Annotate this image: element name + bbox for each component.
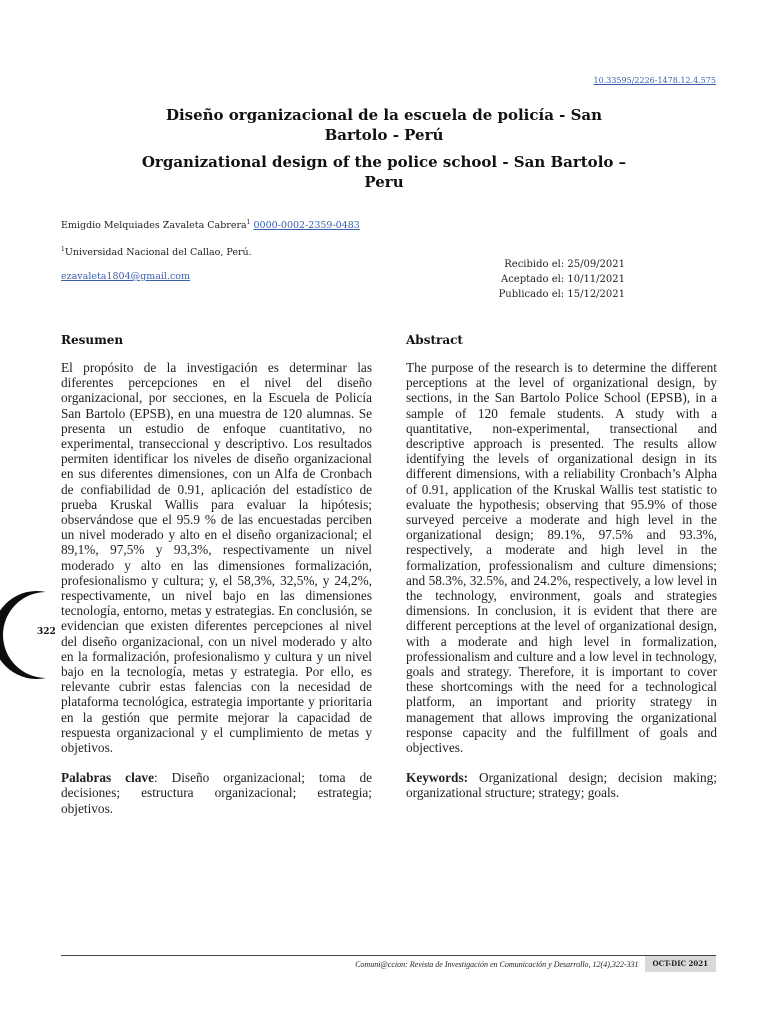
palabras-clave-text: : Diseño organizacional; toma de decisiones; estructura organizacional; estrategia; objetivos.	[61, 770, 372, 816]
affiliation-line	[61, 246, 252, 258]
abstract-heading: Abstract	[406, 333, 463, 347]
footer-journal: Comuni@ccion: Revista de Investigación en Comunicación y Desarrollo, 12(4),322-331	[355, 959, 639, 969]
footer	[355, 956, 716, 972]
author-name: Emigdio Melquiades Zavaleta Cabrera	[61, 220, 247, 232]
title-english: Organizational design of the police school - San Bartolo – Peru	[141, 153, 627, 191]
palabras-clave	[61, 770, 372, 816]
keywords-label: Keywords:	[406, 770, 469, 786]
accepted-date: Aceptado el: 10/11/2021	[500, 274, 625, 285]
affiliation: Universidad Nacional del Callao, Perú.	[64, 247, 252, 259]
received-date: Recibido el: 25/09/2021	[504, 259, 625, 270]
resumen-column	[61, 333, 372, 816]
keywords-text: Organizational design; decision making; organizational structure; strategy; goals.	[406, 770, 717, 801]
resumen-body: El propósito de la investigación es determinar las diferentes percepciones en el nivel del diseño organizacional, por secciones, en la Escuela de Policía San Bartolo (EPSB), en una muestra de 120 alumnas. Se presenta un estudio de enfoque cuantitativo, no experimental, transeccional y descriptivo. Los resultados permiten identificar los niveles de diseño organizacional en sus diferentes dimensiones, con un Alfa de Cronbach de confiabilidad de 0.91, aplicación del estadístico de prueba Kruskal Wallis para evaluar la hipótesis; observándose que el 95.9 % de las encuestadas perciben un nivel moderado y alto en el diseño organizacional; el 89,1%, 97,5% y 93,3%, respectivamente un nivel moderado y alto en las dimensiones formalización, profesionalismo y cultura; y, el 58,3%, 32,5%, y 24,2%, respectivamente, un nivel bajo en las dimensiones tecnología, entorno, metas y estrategias. En conclusión, se evidencian que existen diferentes percepciones al nivel del diseño organizacional, con un nivel moderado y alto en la formalización, profesionalismo y cultura y un nivel bajo en la tecnología, metas y estrategia. Por ello, es relevante cubrir estas falencias con la necesidad de plataforma tecnológica, estrategia importante y prioritaria en la gestión que permite mejorar la capacidad de respuesta organizacional y el cumplimiento de metas y objetivos.	[61, 360, 372, 756]
author-sup: 1	[246, 219, 251, 226]
published-date: Publicado el: 15/12/2021	[498, 289, 625, 300]
title-spanish: Diseño organizacional de la escuela de policía - San Bartolo - Perú	[165, 106, 603, 144]
email-line	[61, 271, 190, 282]
affiliation-sup: 1	[61, 246, 65, 253]
email-link[interactable]: ezavaleta1804@gmail.com	[61, 271, 191, 282]
abstract-column	[406, 333, 717, 801]
palabras-clave-label: Palabras clave	[61, 770, 154, 786]
footer-period: OCT-DIC 2021	[645, 956, 716, 972]
dates-block	[499, 257, 625, 302]
abstract-body: The purpose of the research is to determine the different perceptions at the level of organizational design, by sections, in the San Bartolo Police School (EPSB), in a sample of 120 female students. A study with a quantitative, non-experimental, transectional and descriptive approach is presented. The results allow identifying the levels of organizational design in its different dimensions, with a reliability Cronbach’s Alpha of 0.91, application of the Kruskal Wallis test statistic to evaluate the hypothesis; observing that 95.9% of those surveyed perceive a moderate and high level in the organizational design; 89.1%, 97.5% and 93.3%, respectively, a moderate and high level in the formalization, professionalism and culture dimensions; and 58.3%, 32.5%, and 24.2%, respectively, a low level in the technology, environment, goals and strategies dimensions. In conclusion, it is evident that there are different perceptions at the level of organizational design, with a moderate and high level in formalization, professionalism and culture and a low level in technology, goals and strategy. Therefore, it is important to cover these shortcomings with the need for a technological platform, an important and priority strategy in management that allows improving the organizational response capacity and the fulfillment of goals and objectives.	[406, 360, 717, 756]
keywords	[406, 770, 717, 800]
doi-link[interactable]: 10.33595/2226-1478.12.4.575	[593, 76, 716, 85]
resumen-heading: Resumen	[61, 333, 124, 347]
orcid-link[interactable]: 0000-0002-2359-0483	[253, 220, 360, 232]
author-line	[61, 219, 360, 231]
page-number: 322	[37, 627, 56, 637]
